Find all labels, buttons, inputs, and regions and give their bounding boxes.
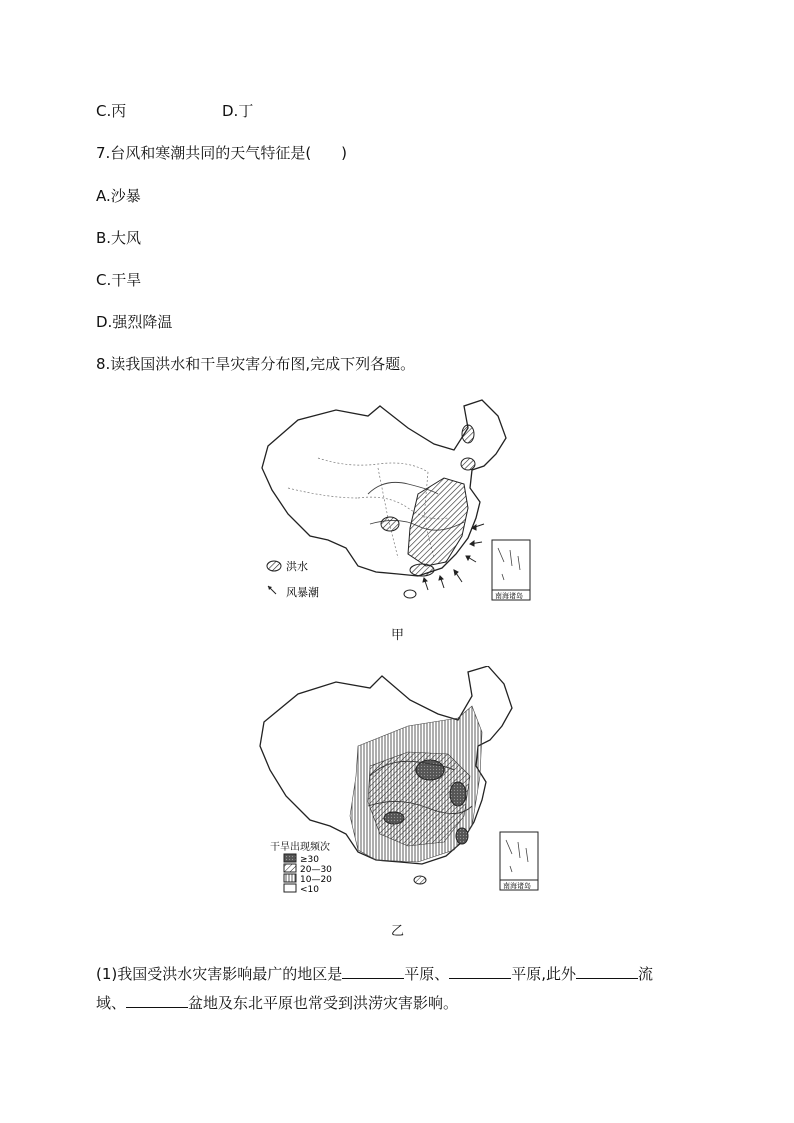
legend-label-lt10: <10 (300, 885, 319, 895)
flood-region-ne2 (461, 458, 475, 470)
sub1-part5: 域、 (96, 994, 127, 1012)
q7-stem: 7.台风和寒潮共同的天气特征是( ) (96, 144, 348, 162)
legend-swatch-lt10 (284, 884, 296, 892)
q7-option-b: B.大风 (96, 229, 142, 247)
q7-option-a: A.沙暴 (96, 187, 141, 205)
answer-blank-3[interactable] (576, 964, 638, 979)
q8-stem: 8.读我国洪水和干旱灾害分布图,完成下列各题。 (96, 355, 416, 373)
drought-map-figure (258, 666, 544, 898)
sub1-part4: 流 (638, 965, 654, 983)
inset-label: 南海诸岛 (495, 592, 523, 600)
q7-option-c: C.干旱 (96, 271, 142, 289)
inset-label-b: 南海诸岛 (503, 882, 531, 890)
drought-map (258, 666, 544, 898)
legend-label-20-30: 20—30 (300, 865, 332, 875)
drought-30-sw (384, 812, 404, 824)
flood-region-ne1 (462, 425, 474, 443)
flood-map (258, 398, 538, 604)
flood-region-south (410, 564, 434, 576)
drought-30-east (450, 782, 466, 806)
map-b-caption: 乙 (391, 924, 405, 939)
drought-30-south (456, 828, 468, 844)
legend-storm-label: 风暴潮 (286, 586, 319, 599)
hainan-island (404, 590, 416, 598)
sub1-part1: (1)我国受洪水灾害影响最广的地区是 (96, 965, 343, 983)
south-china-sea-inset (492, 540, 530, 600)
legend-label-30: ≥30 (300, 855, 319, 865)
sub1-part2: 平原、 (404, 965, 450, 983)
drought-legend-title: 干旱出现频次 (270, 842, 330, 853)
legend-swatch-10-20 (284, 874, 296, 882)
legend-label-10-20: 10—20 (300, 875, 332, 885)
flood-map-figure (258, 398, 538, 604)
legend-flood-label: 洪水 (286, 560, 308, 573)
q7-option-d: D.强烈降温 (96, 313, 173, 331)
sub1-part6: 盆地及东北平原也常受到洪涝灾害影响。 (188, 994, 459, 1012)
map-a-caption: 甲 (391, 628, 405, 643)
answer-blank-1[interactable] (342, 964, 404, 979)
answer-blank-2[interactable] (449, 964, 511, 979)
q6-option-d: D.丁 (222, 102, 254, 120)
drought-30-north (416, 760, 444, 780)
flood-region-sichuan (381, 517, 399, 531)
legend-swatch-30 (284, 854, 296, 862)
q6-option-c: C.丙 (96, 102, 127, 120)
answer-blank-4[interactable] (126, 993, 188, 1008)
legend-swatch-20-30 (284, 864, 296, 872)
legend-flood-swatch (267, 561, 281, 571)
sub-question-1-line2 (96, 993, 458, 1013)
sub1-part3: 平原,此外 (511, 965, 577, 983)
sub-question-1-line1 (96, 964, 653, 984)
